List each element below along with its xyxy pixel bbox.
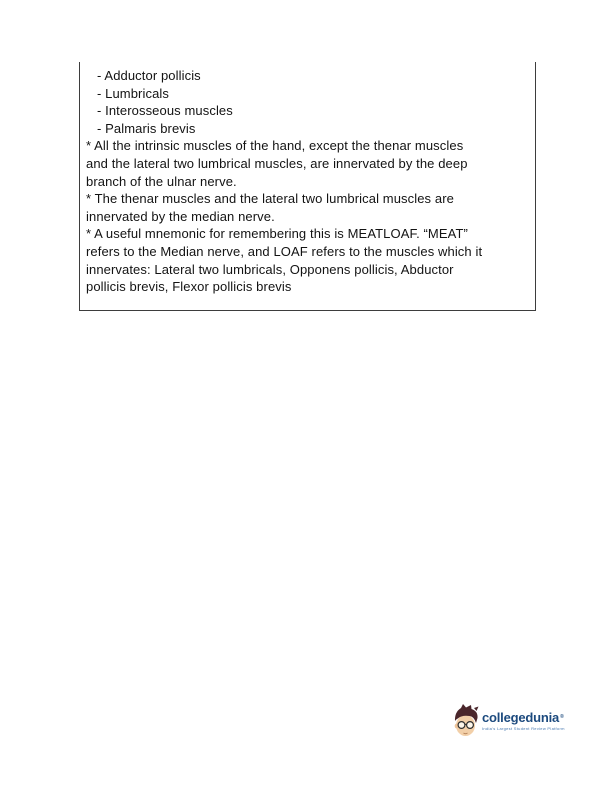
text-line: - Palmaris brevis (97, 120, 196, 136)
text-line: and the lateral two lumbrical muscles, are innervated by the deep (86, 155, 468, 171)
text-line: innervated by the median nerve. (86, 208, 275, 224)
content-box (79, 62, 536, 311)
logo-text-block (482, 703, 565, 731)
text-line: - Adductor pollicis (97, 68, 201, 83)
text-line: refers to the Median nerve, and LOAF refers to the muscles which it (86, 243, 483, 259)
logo-brand-row (482, 711, 565, 724)
text-line: - Lumbricals (97, 85, 169, 101)
text-line: pollicis brevis, Flexor pollicis brevis (86, 279, 292, 295)
collegedunia-mascot-icon (452, 703, 480, 741)
text-line: * All the intrinsic muscles of the hand, except the thenar muscles (86, 138, 464, 154)
text-line: innervates: Lateral two lumbricals, Opponens pollicis, Abductor (86, 261, 454, 277)
text-line: - Interosseous muscles (97, 103, 233, 119)
text-line: branch of the ulnar nerve. (86, 173, 237, 189)
logo-brand-text: collegedunia (482, 710, 560, 725)
collegedunia-logo (452, 703, 565, 741)
text-line: * A useful mnemonic for remembering this is MEATLOAF. “MEAT” (86, 226, 468, 242)
text-line: * The thenar muscles and the lateral two lumbrical muscles are (86, 191, 454, 207)
logo-tagline: India's Largest Student Review Platform (482, 725, 565, 731)
logo-registered-mark-icon: ® (560, 714, 564, 720)
